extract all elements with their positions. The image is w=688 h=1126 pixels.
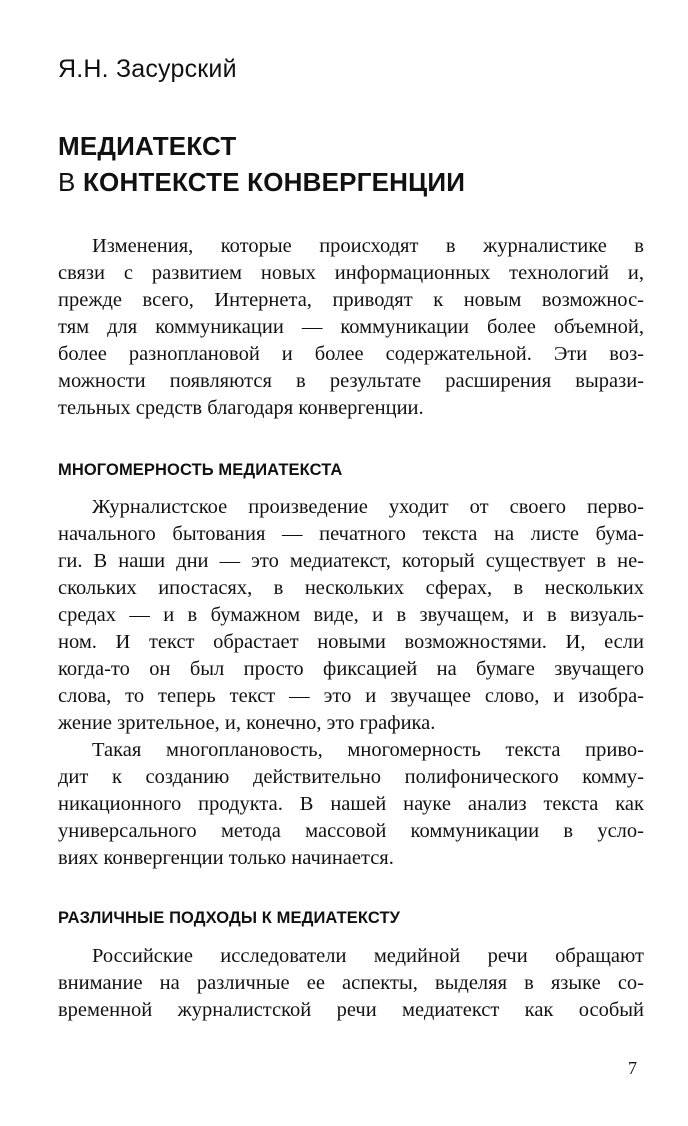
paragraph-line: прежде всего, Интернета, приводят к новым возможнос- [58,289,644,311]
paragraph-line: скольких ипостасях, в нескольких сферах, в нескольких [58,577,644,599]
paragraph-line: ном. И текст обрастает новыми возможностями. И, если [58,631,644,653]
paragraph-line: можности появляются в результате расширения вырази- [58,370,644,392]
title-rest: КОНТЕКСТЕ КОНВЕРГЕНЦИИ [82,167,466,197]
paragraph-line: тельных средств благодаря конвергенции. [58,397,424,419]
paragraph-line: виях конвергенции только начинается. [58,847,394,869]
paragraph-line: более разноплановой и более содержательной. Эти воз- [58,343,644,365]
paragraph-line: Российские исследователи медийной речи обращают [92,945,644,967]
paragraph-line: универсального метода массовой коммуникации в усло- [58,820,644,842]
paragraph-line: слова, то теперь текст — это и звучащее слово, и изобра- [58,685,644,707]
paragraph-line: никационного продукта. В нашей науке анализ текста как [58,793,644,815]
paragraph-line: начального бытования — печатного текста на листе бума- [58,523,644,545]
paragraph-line: дит к созданию действительно полифонического комму- [58,766,644,788]
title-line-2 [58,164,465,200]
title-line-1: МЕДИАТЕКСТ [58,131,237,161]
paragraph-line: жение зрительное, и, конечно, это графика. [58,712,436,734]
section1-paragraph-2 [58,737,644,872]
article-title [58,128,465,200]
author-name: Я.Н. Засурский [58,55,237,83]
paragraph-line: Изменения, которые происходят в журналистике в [92,235,644,257]
paragraph-line: Такая многоплановость, многомерность текста приво- [92,739,644,761]
paragraph-line: ги. В наши дни — это медиатекст, который существует в не- [58,550,644,572]
paragraph-line: когда-то он был просто фиксацией на бумаге звучащего [58,658,644,680]
paragraph-line: тям для коммуникации — коммуникации более объемной, [58,316,644,338]
section-heading-multidimensionality: МНОГОМЕРНОСТЬ МЕДИАТЕКСТА [58,461,343,479]
section2-paragraph-1 [58,943,644,1024]
intro-paragraph [58,233,644,422]
paragraph-line: средах — и в бумажном виде, и в звучащем, и в визуаль- [58,604,644,626]
section-heading-approaches: РАЗЛИЧНЫЕ ПОДХОДЫ К МЕДИАТЕКСТУ [58,909,401,927]
paragraph-line: временной журналистской речи медиатекст как особый [58,999,644,1021]
paragraph-line: Журналистское произведение уходит от своего перво- [92,496,644,518]
page-number: 7 [628,1058,637,1078]
paragraph-line: связи с развитием новых информационных технологий и, [58,262,644,284]
title-prefix: В [58,167,83,197]
section1-paragraph-1 [58,494,644,737]
paragraph-line: внимание на различные ее аспекты, выделяя в языке со- [58,972,644,994]
